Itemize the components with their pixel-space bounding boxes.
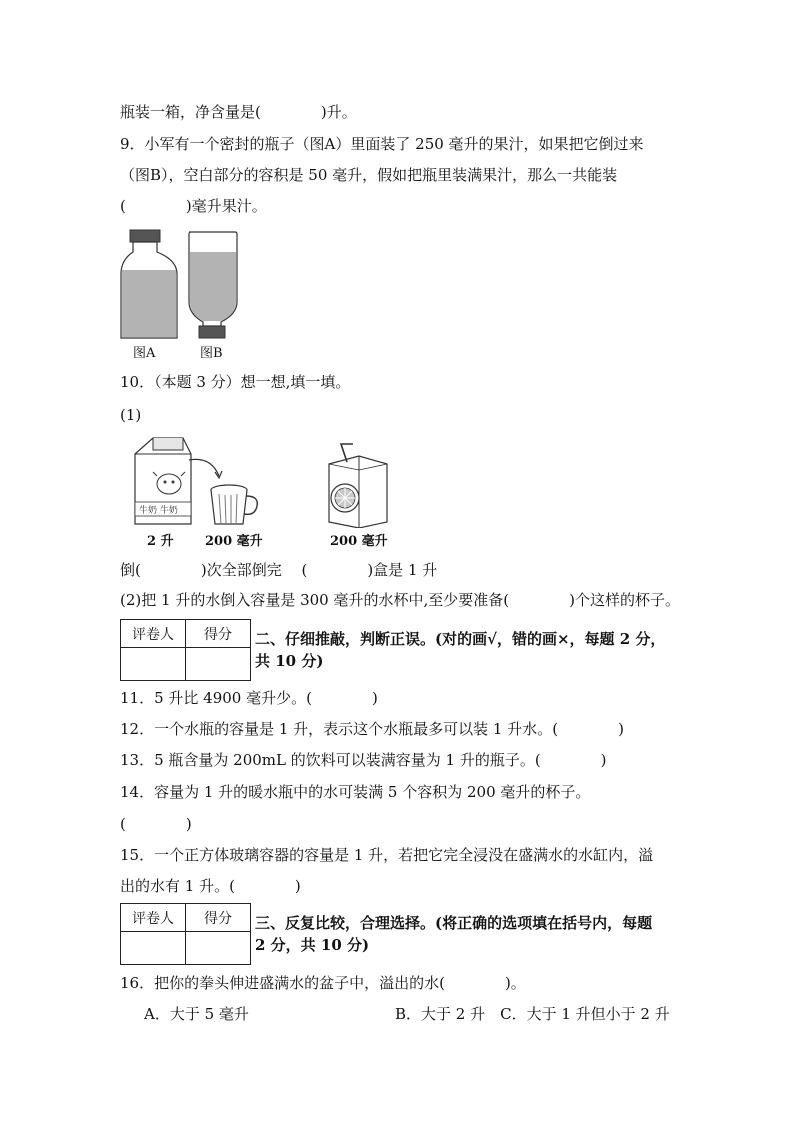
q9-line-3: ( )毫升果汁。 [120, 197, 267, 215]
juice-caption: 200 毫升 [330, 534, 388, 549]
score-header: 得分 [186, 620, 251, 648]
score-table-section-3 [120, 903, 251, 965]
q10-fill-line: 倒( )次全部倒完 ( )盒是 1 升 [120, 561, 438, 579]
milk-figure [125, 432, 265, 532]
score-cell [186, 648, 251, 681]
juice-box-figure [325, 442, 395, 528]
reviewer-header: 评卷人 [121, 620, 186, 648]
q15-line-2: 出的水有 1 升。( ) [120, 877, 301, 895]
cup-icon [211, 485, 257, 524]
section-3-title: 三、反复比较，合理选择。(将正确的选项填在括号内，每题 [255, 914, 653, 932]
q16-option-a: A．大于 5 毫升 [144, 1005, 249, 1023]
score-table-section-2 [120, 619, 251, 681]
section-2-title-cont: 共 10 分) [255, 652, 324, 670]
reviewer-header: 评卷人 [121, 904, 186, 932]
bottle-a-caption: 图A [133, 346, 156, 361]
q9-line-2: （图B），空白部分的容积是 50 毫升，假如把瓶里装满果汁，那么一共能装 [120, 166, 618, 184]
milk-caption: 2 升 [147, 534, 174, 549]
reviewer-cell [121, 648, 186, 681]
q12-line: 12．一个水瓶的容量是 1 升，表示这个水瓶最多可以装 1 升水。( ) [120, 720, 624, 738]
q9-line-1: 9．小军有一个密封的瓶子（图A）里面装了 250 毫升的果汁，如果把它倒过来 [120, 135, 644, 153]
q10-part2-line: (2)把 1 升的水倒入容量是 300 毫升的水杯中,至少要准备( )个这样的杯子。 [120, 591, 680, 609]
bottle-b-caption: 图B [200, 346, 223, 361]
score-cell [186, 932, 251, 965]
juice-box-icon [329, 444, 387, 528]
section-2-title: 二、仔细推敲，判断正误。(对的画√，错的画×，每题 2 分， [255, 630, 666, 648]
q14-line-2: ( ) [120, 815, 192, 833]
q16-line: 16．把你的拳头伸进盛满水的盆子中，溢出的水( )。 [120, 974, 526, 992]
q10-part1-label: (1) [120, 406, 142, 424]
section-3-title-cont: 2 分，共 10 分) [255, 936, 370, 954]
q10-line: 10．（本题 3 分）想一想,填一填。 [120, 373, 351, 391]
q13-line: 13．5 瓶含量为 200mL 的饮料可以装满容量为 1 升的瓶子。( ) [120, 751, 607, 769]
q11-line: 11．5 升比 4900 毫升少。( ) [120, 689, 378, 707]
q16-options-bc: B．大于 2 升 C．大于 1 升但小于 2 升 [395, 1005, 670, 1023]
q14-line-1: 14．容量为 1 升的暖水瓶中的水可装满 5 个容积为 200 毫升的杯子。 [120, 783, 591, 801]
score-header: 得分 [186, 904, 251, 932]
bottle-a-icon [121, 230, 177, 338]
reviewer-cell [121, 932, 186, 965]
q8-tail-line: 瓶装一箱，净含量是( )升。 [120, 103, 357, 121]
bottle-b-icon [189, 232, 237, 338]
cup-caption: 200 毫升 [205, 534, 263, 549]
arrow-icon [189, 459, 222, 478]
q15-line-1: 15．一个正方体玻璃容器的容量是 1 升，若把它完全浸没在盛满水的水缸内，溢 [120, 846, 654, 864]
carton-text: 牛奶 牛奶 [139, 506, 178, 516]
